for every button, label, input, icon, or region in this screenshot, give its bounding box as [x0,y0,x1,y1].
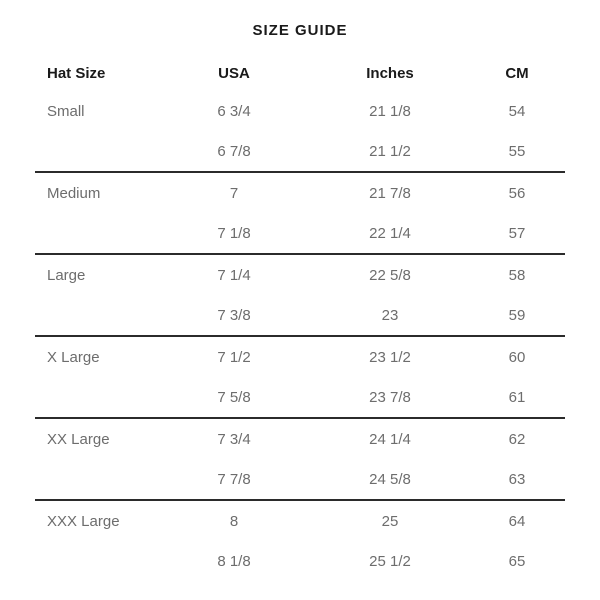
size-group-small [35,91,565,173]
inches-value: 21 1/2 [369,142,411,160]
cm-value: 58 [508,266,526,284]
cm-value: 55 [508,142,526,160]
column-header-hat-size: Hat Size [47,64,106,82]
column-header-usa: USA [218,64,250,82]
cm-value: 59 [508,306,526,324]
inches-value: 25 [381,512,399,530]
inches-value: 23 7/8 [369,388,411,406]
table-row [35,173,565,213]
inches-value: 23 1/2 [369,348,411,366]
page-title: SIZE GUIDE [252,22,348,39]
inches-value: 21 1/8 [369,102,411,120]
inches-value: 25 1/2 [369,552,411,570]
hat-size-label: Small [47,102,85,120]
inches-value: 23 [381,306,399,324]
cm-value: 63 [508,470,526,488]
usa-value: 6 3/4 [217,102,251,120]
hat-size-label: XX Large [47,430,110,448]
cm-value: 54 [508,102,526,120]
size-group-x-large [35,337,565,419]
column-header-inches: Inches [366,64,414,82]
size-group-medium [35,173,565,255]
cm-value: 61 [508,388,526,406]
inches-value: 21 7/8 [369,184,411,202]
usa-value: 7 5/8 [217,388,251,406]
size-group-xx-large [35,419,565,501]
table-row [35,131,565,171]
size-guide-table [35,55,565,581]
usa-value: 8 [229,512,239,530]
inches-value: 22 5/8 [369,266,411,284]
hat-size-label: Medium [47,184,101,202]
usa-value: 7 [229,184,239,202]
table-row [35,419,565,459]
table-row [35,541,565,581]
cm-value: 56 [508,184,526,202]
column-header-cm: CM [505,64,529,82]
usa-value: 7 3/4 [217,430,251,448]
size-group-xxx-large [35,501,565,581]
usa-value: 7 3/8 [217,306,251,324]
cm-value: 62 [508,430,526,448]
cm-value: 65 [508,552,526,570]
table-row [35,337,565,377]
cm-value: 57 [508,224,526,242]
hat-size-label: XXX Large [47,512,120,530]
hat-size-label: Large [47,266,86,284]
inches-value: 22 1/4 [369,224,411,242]
table-row [35,255,565,295]
table-row [35,91,565,131]
usa-value: 6 7/8 [217,142,251,160]
usa-value: 7 1/4 [217,266,251,284]
usa-value: 7 1/2 [217,348,251,366]
table-row [35,459,565,499]
table-row [35,295,565,335]
usa-value: 8 1/8 [217,552,251,570]
table-row [35,213,565,253]
usa-value: 7 1/8 [217,224,251,242]
hat-size-label: X Large [47,348,100,366]
cm-value: 64 [508,512,526,530]
table-row [35,377,565,417]
inches-value: 24 5/8 [369,470,411,488]
size-group-large [35,255,565,337]
usa-value: 7 7/8 [217,470,251,488]
table-row [35,501,565,541]
inches-value: 24 1/4 [369,430,411,448]
table-header-row [35,55,565,91]
cm-value: 60 [508,348,526,366]
